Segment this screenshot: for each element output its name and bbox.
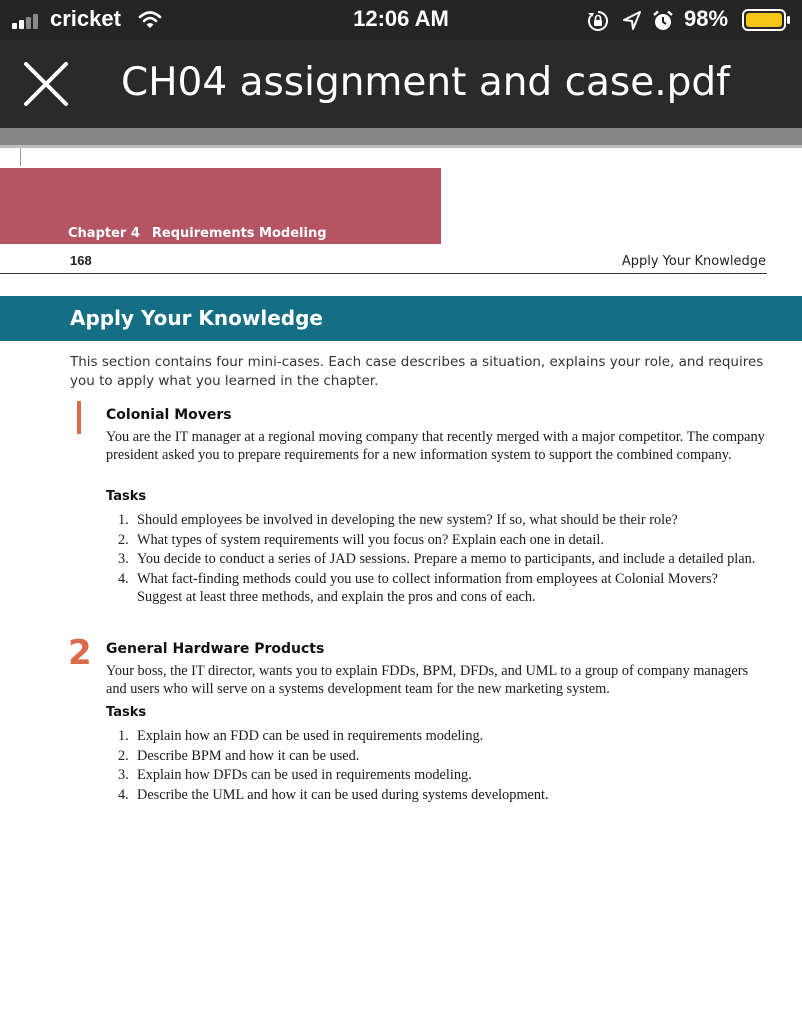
- title-bar: [0, 40, 802, 128]
- task-number: 2.: [118, 747, 129, 764]
- task-number: 1.: [118, 728, 129, 744]
- battery-icon: [742, 9, 792, 31]
- clock: 12:06 AM: [353, 6, 449, 31]
- task-item: [118, 550, 758, 569]
- task-number: 3.: [118, 551, 129, 567]
- task-text: What types of system requirements will you focus on? Explain each one in detail.: [137, 531, 604, 548]
- header-rule: [0, 273, 767, 274]
- case-2-number: 2: [68, 633, 92, 673]
- task-text: Describe the UML and how it can be used during systems development.: [137, 786, 549, 803]
- task-item: [118, 531, 758, 550]
- task-text: What fact-finding methods could you use to collect information from employees at Colonial Movers? Suggest at least three methods, and explain the pros and cons of each.: [137, 570, 718, 605]
- case-1-number: [77, 401, 81, 434]
- case-2-body: Your boss, the IT director, wants you to explain FDDs, BPM, DFDs, and UML to a group of company managers and users who will serve on a systems development team for the new marketing system.: [106, 663, 749, 697]
- task-number: 4.: [118, 786, 129, 803]
- section-banner: [0, 296, 802, 341]
- case-1-body: You are the IT manager at a regional moving company that recently merged with a major competitor. The company president asked you to prepare requirements for a new information system to support the combined company.: [106, 429, 765, 463]
- carrier-name: cricket: [50, 6, 121, 31]
- rotation-lock-icon: [587, 10, 609, 32]
- task-number: 4.: [118, 570, 129, 587]
- section-intro: This section contains four mini-cases. Each case describes a situation, explains your role, and requires you to apply what you learned in the chapter.: [70, 354, 764, 389]
- alarm-icon: [652, 10, 674, 32]
- case-2-title: General Hardware Products: [106, 641, 325, 657]
- task-number: 3.: [118, 767, 129, 783]
- task-item: [118, 511, 758, 530]
- page-margin-mark: [20, 148, 21, 166]
- task-item: [118, 747, 758, 766]
- page-number: 168: [70, 253, 92, 268]
- case-1-tasks-heading: Tasks: [106, 489, 147, 504]
- chapter-title: Requirements Modeling: [151, 226, 327, 241]
- case-1-title: Colonial Movers: [106, 407, 232, 423]
- task-text: Should employees be involved in developing the new system? If so, what should be their role?: [137, 512, 678, 528]
- pdf-page[interactable]: [0, 148, 802, 1024]
- task-text: Explain how DFDs can be used in requirements modeling.: [137, 767, 472, 783]
- task-text: Describe BPM and how it can be used.: [137, 747, 360, 764]
- section-title: Apply Your Knowledge: [70, 306, 323, 330]
- task-item: [118, 786, 758, 805]
- task-item: [118, 766, 758, 785]
- task-item: [118, 570, 758, 607]
- case-2-task-list: [118, 727, 758, 805]
- battery-percent: 98%: [684, 6, 729, 31]
- status-bar: [0, 0, 802, 40]
- case-1-task-list: [118, 511, 758, 608]
- close-button[interactable]: [20, 58, 72, 110]
- task-item: [118, 727, 758, 746]
- toolbar-divider: [0, 128, 802, 145]
- case-2-tasks-heading: Tasks: [106, 705, 147, 720]
- task-number: 2.: [118, 531, 129, 548]
- task-text: Explain how an FDD can be used in requirements modeling.: [137, 728, 484, 744]
- close-icon: [20, 58, 72, 110]
- running-head: Apply Your Knowledge: [621, 254, 766, 269]
- document-title: CH04 assignment and case.pdf: [121, 60, 730, 105]
- task-text: You decide to conduct a series of JAD sessions. Prepare a memo to participants, and include a detailed plan.: [137, 551, 756, 567]
- task-number: 1.: [118, 512, 129, 528]
- chapter-label: [68, 226, 327, 241]
- location-icon: [622, 10, 642, 32]
- chapter-number: Chapter 4: [68, 226, 140, 241]
